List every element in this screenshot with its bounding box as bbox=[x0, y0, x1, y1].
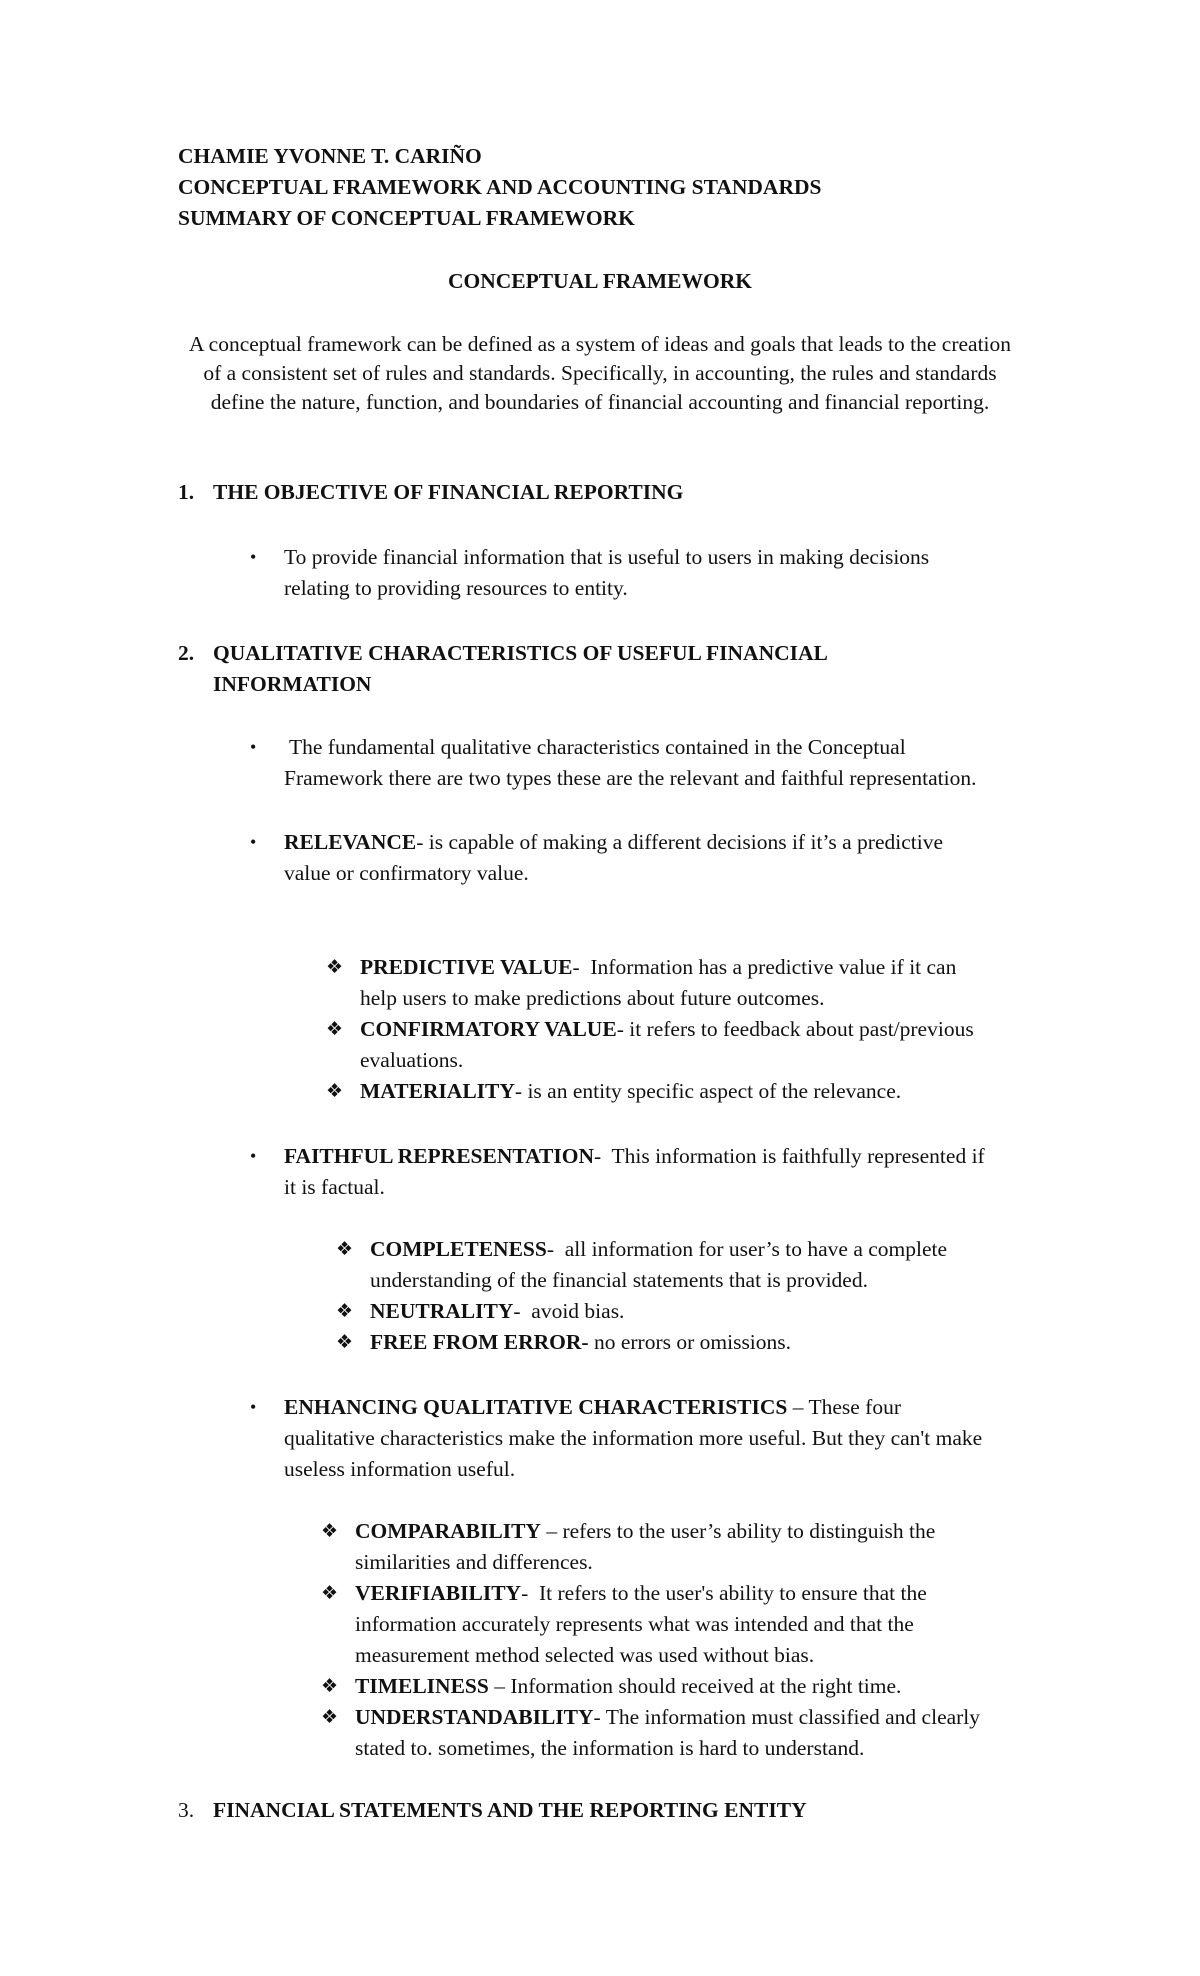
section-title: QUALITATIVE CHARACTERISTICS OF USEFUL FINANCIAL bbox=[213, 641, 828, 665]
diamond-bullet-icon: ❖ bbox=[326, 1018, 344, 1040]
diamond-bullet-icon: ❖ bbox=[336, 1331, 354, 1353]
diamond-bullet-icon: ❖ bbox=[321, 1520, 339, 1542]
sub-item: FREE FROM ERROR- no errors or omissions. bbox=[370, 1330, 792, 1354]
faithful-line: it is factual. bbox=[284, 1175, 385, 1199]
section-number: 2. bbox=[178, 641, 195, 665]
enhancing-line: useless information useful. bbox=[284, 1457, 516, 1481]
sub-item: NEUTRALITY- avoid bias. bbox=[370, 1299, 625, 1323]
sub-item: UNDERSTANDABILITY- The information must classified and clearly bbox=[355, 1705, 981, 1729]
sub-item: COMPARABILITY – refers to the user’s ability to distinguish the bbox=[355, 1519, 936, 1543]
relevance-line: value or confirmatory value. bbox=[284, 861, 529, 885]
bullet-text: The fundamental qualitative characteristics contained in the Conceptual bbox=[284, 735, 906, 759]
term: RELEVANCE bbox=[284, 830, 417, 854]
bullet-icon: • bbox=[250, 832, 257, 852]
diamond-bullet-icon: ❖ bbox=[321, 1675, 339, 1697]
section-title: INFORMATION bbox=[213, 672, 372, 696]
diamond-bullet-icon: ❖ bbox=[321, 1582, 339, 1604]
diamond-bullet-icon: ❖ bbox=[336, 1300, 354, 1322]
bullet-text: relating to providing resources to entity. bbox=[284, 576, 628, 600]
sub-item-line: evaluations. bbox=[360, 1048, 464, 1072]
sub-item-line: stated to. sometimes, the information is hard to understand. bbox=[355, 1736, 865, 1760]
sub-item-line: measurement method selected was used without bias. bbox=[355, 1643, 815, 1667]
section-number: 1. bbox=[178, 480, 195, 504]
relevance-line: RELEVANCE- is capable of making a different decisions if it’s a predictive bbox=[284, 830, 944, 854]
diamond-bullet-icon: ❖ bbox=[336, 1238, 354, 1260]
term: FAITHFUL REPRESENTATION bbox=[284, 1144, 595, 1168]
diamond-bullet-icon: ❖ bbox=[326, 956, 344, 978]
term: ENHANCING QUALITATIVE CHARACTERISTICS bbox=[284, 1395, 788, 1419]
intro-line: A conceptual framework can be defined as a system of ideas and goals that leads to the creation bbox=[188, 332, 1012, 356]
course-title: CONCEPTUAL FRAMEWORK AND ACCOUNTING STANDARDS bbox=[178, 175, 822, 199]
bullet-icon: • bbox=[250, 547, 257, 567]
sub-item: PREDICTIVE VALUE- Information has a predictive value if it can bbox=[360, 955, 957, 979]
section-title: THE OBJECTIVE OF FINANCIAL REPORTING bbox=[213, 480, 684, 504]
enhancing-line: ENHANCING QUALITATIVE CHARACTERISTICS – These four bbox=[284, 1395, 902, 1419]
sub-item: CONFIRMATORY VALUE- it refers to feedback about past/previous bbox=[360, 1017, 974, 1041]
enhancing-line: qualitative characteristics make the information more useful. But they can't make bbox=[284, 1426, 983, 1450]
sub-item: VERIFIABILITY- It refers to the user's ability to ensure that the bbox=[355, 1581, 927, 1605]
document-subtitle: SUMMARY OF CONCEPTUAL FRAMEWORK bbox=[178, 206, 635, 230]
document-title: CONCEPTUAL FRAMEWORK bbox=[448, 269, 752, 293]
diamond-bullet-icon: ❖ bbox=[326, 1080, 344, 1102]
author-name: CHAMIE YVONNE T. CARIÑO bbox=[178, 144, 482, 168]
section-title: FINANCIAL STATEMENTS AND THE REPORTING ENTITY bbox=[213, 1798, 807, 1822]
sub-item-line: information accurately represents what was intended and that the bbox=[355, 1612, 914, 1636]
sub-item-line: understanding of the financial statements that is provided. bbox=[370, 1268, 868, 1292]
bullet-icon: • bbox=[250, 1397, 257, 1417]
sub-item-line: help users to make predictions about future outcomes. bbox=[360, 986, 825, 1010]
diamond-bullet-icon: ❖ bbox=[321, 1706, 339, 1728]
sub-item-line: similarities and differences. bbox=[355, 1550, 593, 1574]
bullet-icon: • bbox=[250, 1146, 257, 1166]
faithful-line: FAITHFUL REPRESENTATION- This information is faithfully represented if bbox=[284, 1144, 985, 1168]
intro-line: define the nature, function, and boundaries of financial accounting and financial reporting. bbox=[210, 390, 990, 414]
bullet-text: To provide financial information that is useful to users in making decisions bbox=[284, 545, 930, 569]
bullet-icon: • bbox=[250, 737, 257, 757]
sub-item: TIMELINESS – Information should received at the right time. bbox=[355, 1674, 902, 1698]
intro-line: of a consistent set of rules and standards. Specifically, in accounting, the rules and standards bbox=[203, 361, 997, 385]
section-number: 3. bbox=[178, 1798, 195, 1822]
sub-item: COMPLETENESS- all information for user’s to have a complete bbox=[370, 1237, 948, 1261]
bullet-text: Framework there are two types these are the relevant and faithful representation. bbox=[284, 766, 977, 790]
sub-item: MATERIALITY- is an entity specific aspect of the relevance. bbox=[360, 1079, 902, 1103]
